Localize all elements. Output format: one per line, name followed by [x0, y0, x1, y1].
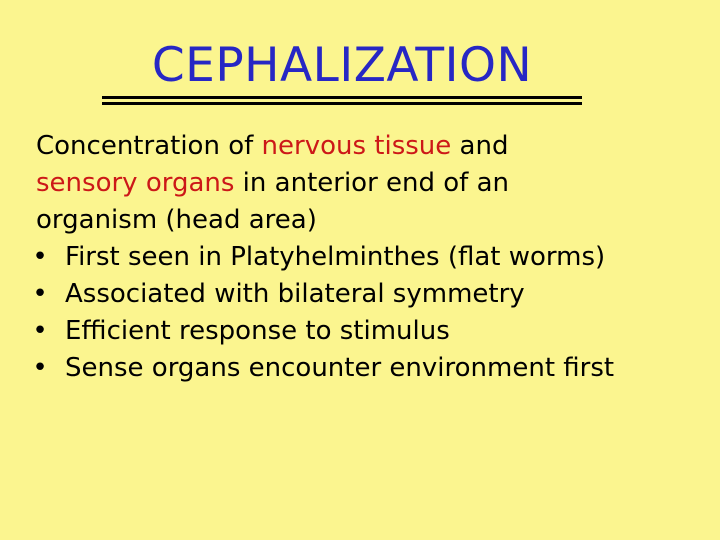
- bullet-text: Efficient response to stimulus: [65, 316, 450, 346]
- intro-paragraph: [36, 128, 686, 239]
- bullet-dot: •: [32, 353, 48, 383]
- intro-text: Concentration of: [36, 131, 262, 161]
- bullet-text: Associated with bilateral symmetry: [65, 279, 525, 309]
- intro-line-3: organism (head area): [36, 205, 317, 235]
- intro-line-1: [36, 128, 686, 165]
- bullet-dot: •: [32, 279, 48, 309]
- intro-text: and: [451, 131, 509, 161]
- title-underline-top: [102, 96, 582, 99]
- slide-body: [32, 128, 686, 387]
- highlight-text: nervous tissue: [261, 131, 452, 161]
- title-underline-bottom: [102, 102, 582, 105]
- highlight-text: sensory organs: [36, 168, 235, 198]
- bullet-text: Sense organs encounter environment first: [65, 353, 615, 383]
- slide-title: CEPHALIZATION: [151, 38, 533, 93]
- bullet-dot: •: [32, 242, 48, 272]
- bullet-dot: •: [32, 316, 48, 346]
- bullet-list: [32, 239, 686, 387]
- intro-text: in anterior end of an: [234, 168, 510, 198]
- bullet-item: [32, 313, 686, 350]
- intro-line-2: [36, 165, 686, 202]
- title-block: [102, 38, 582, 106]
- bullet-item: [32, 350, 686, 387]
- bullet-item: [32, 239, 686, 276]
- bullet-item: [32, 276, 686, 313]
- bullet-text: First seen in Platyhelminthes (flat worms): [65, 242, 606, 272]
